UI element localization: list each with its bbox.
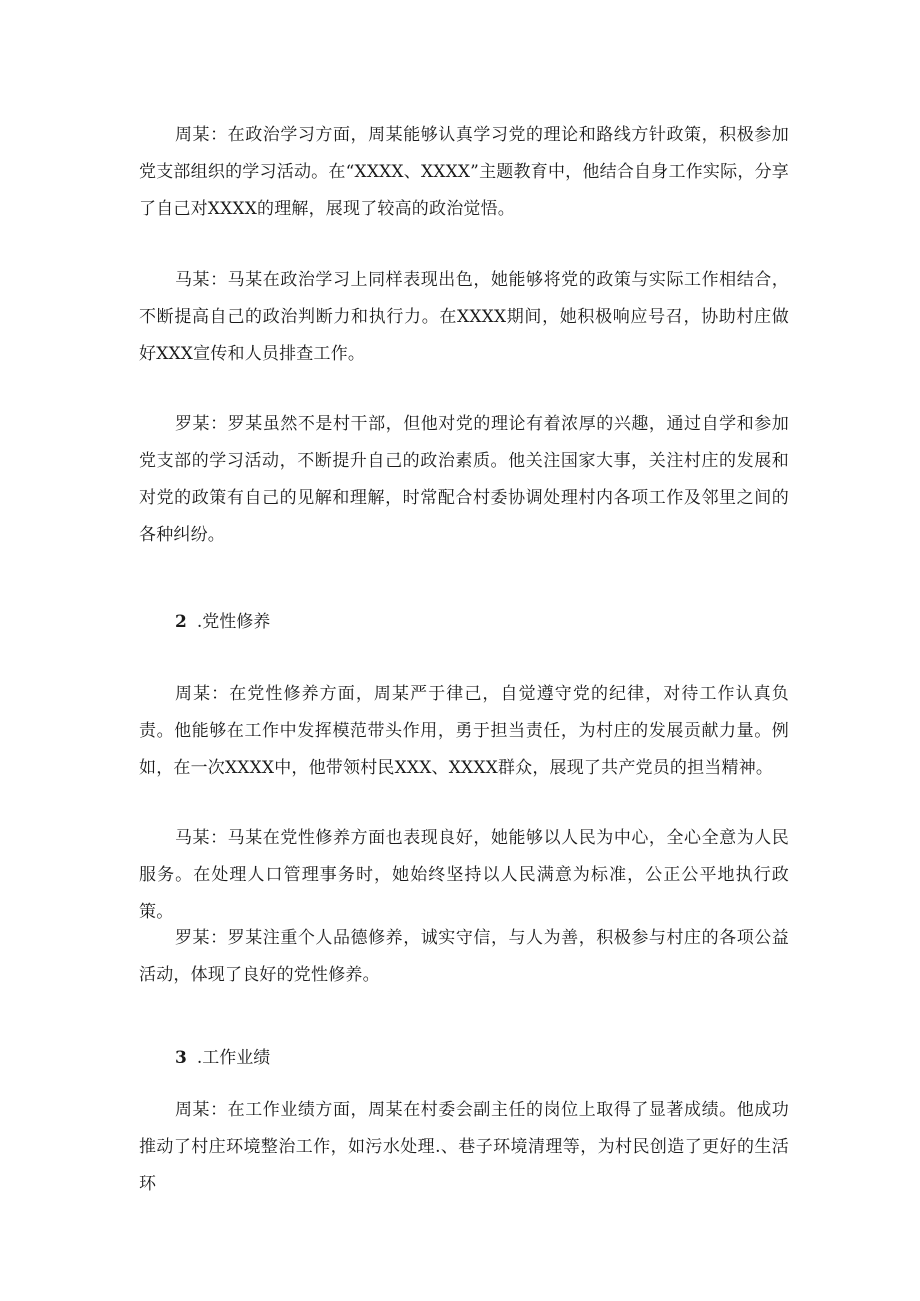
section-heading-party-spirit	[175, 607, 270, 637]
section-number: 2	[175, 612, 187, 632]
paragraph-zhou-work-performance: 周某：在工作业绩方面，周某在村委会副主任的岗位上取得了显著成绩。他成功推动了村庄环境整治工作，如污水处理.、巷子环境清理等，为村民创造了更好的生活环	[139, 1100, 789, 1194]
paragraph-zhou-political-study: 周某：在政治学习方面，周某能够认真学习党的理论和路线方针政策，积极参加党支部组织的学习活动。在“XXXX、XXXX”主题教育中，他结合自身工作实际，分享了自己对XXXX的理解，展现了较高的政治觉悟。	[139, 125, 789, 219]
section-number: 3	[175, 1048, 187, 1068]
paragraph-ma-political-study: 马某：马某在政治学习上同样表现出色，她能够将党的政策与实际工作相结合，不断提高自己的政治判断力和执行力。在XXXX期间，她积极响应号召，协助村庄做好XXX宣传和人员排查工作。	[139, 270, 789, 364]
paragraph-zhou-party-spirit: 周某：在党性修养方面，周某严于律己，自觉遵守党的纪律，对待工作认真负责。他能够在工作中发挥模范带头作用，勇于担当责任，为村庄的发展贡献力量。例如，在一次XXXX中，他带领村民XXX、XXXX群众，展现了共产党员的担当精神。	[139, 684, 789, 778]
section-heading-work-performance	[175, 1043, 270, 1073]
section-title: .党性修养	[196, 612, 271, 632]
paragraph-luo-party-spirit: 罗某：罗某注重个人品德修养，诚实守信，与人为善，积极参与村庄的各项公益活动，体现了良好的党性修养。	[139, 928, 789, 985]
paragraph-luo-political-study: 罗某：罗某虽然不是村干部，但他对党的理论有着浓厚的兴趣，通过自学和参加党支部的学习活动，不断提升自己的政治素质。他关注国家大事，关注村庄的发展和对党的政策有自己的见解和理解，时常配合村委协调处理村内各项工作及邻里之间的各种纠纷。	[139, 414, 789, 545]
section-title: .工作业绩	[196, 1048, 271, 1068]
paragraph-ma-party-spirit: 马某：马某在党性修养方面也表现良好，她能够以人民为中心，全心全意为人民服务。在处理人口管理事务时，她始终坚持以人民满意为标准，公正公平地执行政策。	[139, 828, 789, 922]
